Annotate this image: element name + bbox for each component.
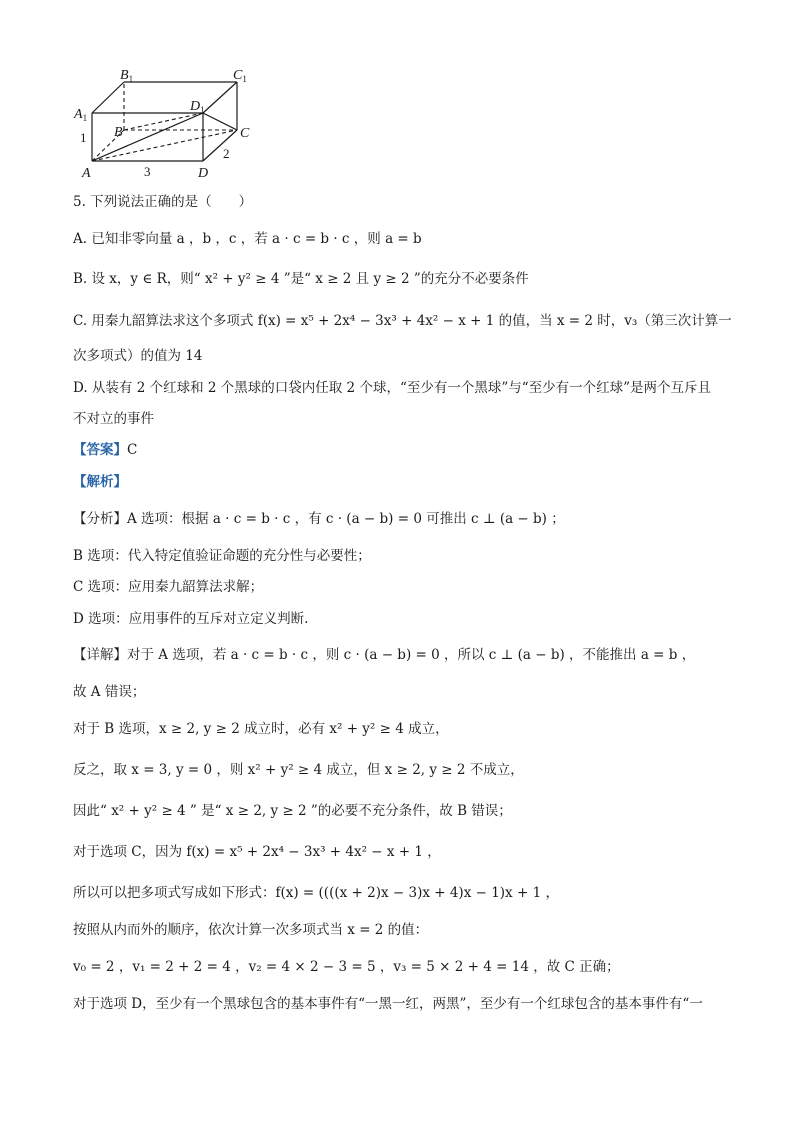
label-C1: $C_1$: [233, 68, 247, 84]
detail-line4: 反之，取 x = 3, y = 0 ，则 x² + y² ≥ 4 成立，但 x ≥ 2, y ≥ 2 不成立，: [73, 762, 524, 778]
label-A1: $A_1$: [74, 107, 88, 123]
detail-line9: v₀ = 2 ，v₁ = 2 + 2 = 4 ，v₂ = 4 × 2 − 3 = 5 ，v₃ = 5 × 2 + 4 = 14 ，故 C 正确；: [73, 959, 620, 975]
detail-line3: 对于 B 选项，x ≥ 2, y ≥ 2 成立时，必有 x² + y² ≥ 4 成立，: [73, 721, 449, 737]
fenxi-text1: A 选项：根据 a · c = b · c ，有 c · (a − b) = 0 可推出 c ⊥ (a − b) ；: [127, 511, 565, 527]
cuboid-diagram: [70, 60, 270, 185]
label-D1: $D_1$: [190, 99, 205, 115]
label-B1: $B_1$: [120, 68, 134, 84]
hidden-BD1: [124, 113, 203, 130]
label-C: C: [240, 126, 250, 141]
analysis-heading: [73, 472, 127, 492]
detail-line1: [73, 645, 695, 665]
detail-line10: 对于选项 D，至少有一个黑球包含的基本事件有“一黑一红，两黑”，至少有一个红球包含的基本事件有“一: [73, 996, 703, 1012]
detail-tag: 【详解】: [73, 647, 127, 663]
length-DC: 2: [223, 146, 230, 161]
analysis-tag: 【解析】: [73, 474, 127, 490]
option-c-line2: 次多项式）的值为 14: [73, 348, 203, 364]
detail-line5: 因此“ x² + y² ≥ 4 ” 是“ x ≥ 2, y ≥ 2 ”的必要不充分条件，故 B 错误；: [73, 803, 512, 819]
option-d-line2: 不对立的事件: [73, 411, 154, 427]
edge-D1C1: [203, 82, 237, 113]
cuboid-figure: [70, 60, 270, 189]
length-AD: 3: [144, 164, 151, 179]
fenxi-line3: C 选项：应用秦九韶算法求解；: [73, 579, 264, 595]
diag-D1C: [203, 113, 237, 130]
edge-DC: [203, 130, 237, 161]
edge-A1B1: [92, 82, 124, 113]
answer-line: [73, 440, 137, 460]
option-c-line1: C. 用秦九韶算法求这个多项式 f(x) = x⁵ + 2x⁴ − 3x³ + 4x² − x + 1 的值，当 x = 2 时，v₃（第三次计算一: [73, 313, 732, 329]
fenxi-line2: B 选项：代入特定值验证命题的充分性与必要性；: [73, 548, 371, 564]
label-D: D: [198, 166, 209, 181]
answer-tag: 【答案】: [73, 442, 127, 458]
detail-text1: 对于 A 选项，若 a · c = b · c ，则 c · (a − b) = 0 ，所以 c ⊥ (a − b) ，不能推出 a = b ，: [127, 647, 696, 663]
fenxi-tag: 【分析】: [73, 511, 127, 527]
option-d-line1: D. 从装有 2 个红球和 2 个黑球的口袋内任取 2 个球，“至少有一个黑球”与“至少有一个红球”是两个互斥且: [73, 380, 712, 396]
detail-line2: 故 A 错误；: [73, 684, 146, 700]
detail-line8: 按照从内而外的顺序，依次计算一次多项式当 x = 2 的值：: [73, 922, 429, 938]
option-b: B. 设 x，y ∈ R，则“ x² + y² ≥ 4 ”是“ x ≥ 2 且 y ≥ 2 ”的充分不必要条件: [73, 271, 529, 287]
fenxi-line4: D 选项：应用事件的互斥对立定义判断.: [73, 611, 309, 627]
label-B: B: [114, 125, 123, 140]
question-stem: 5. 下列说法正确的是（ ）: [73, 194, 253, 210]
detail-line7: 所以可以把多项式写成如下形式：f(x) = ((((x + 2)x − 3)x + 4)x − 1)x + 1 ，: [73, 885, 559, 901]
label-A: A: [82, 166, 91, 181]
fenxi-line1: [73, 509, 565, 529]
detail-line6: 对于选项 C，因为 f(x) = x⁵ + 2x⁴ − 3x³ + 4x² − x + 1 ，: [73, 844, 441, 860]
option-a: A. 已知非零向量 a ，b ，c ，若 a · c = b · c ，则 a = b: [73, 231, 422, 247]
answer-value: C: [127, 442, 138, 458]
diag-AD1: [92, 113, 203, 161]
length-AA1: 1: [80, 130, 87, 145]
